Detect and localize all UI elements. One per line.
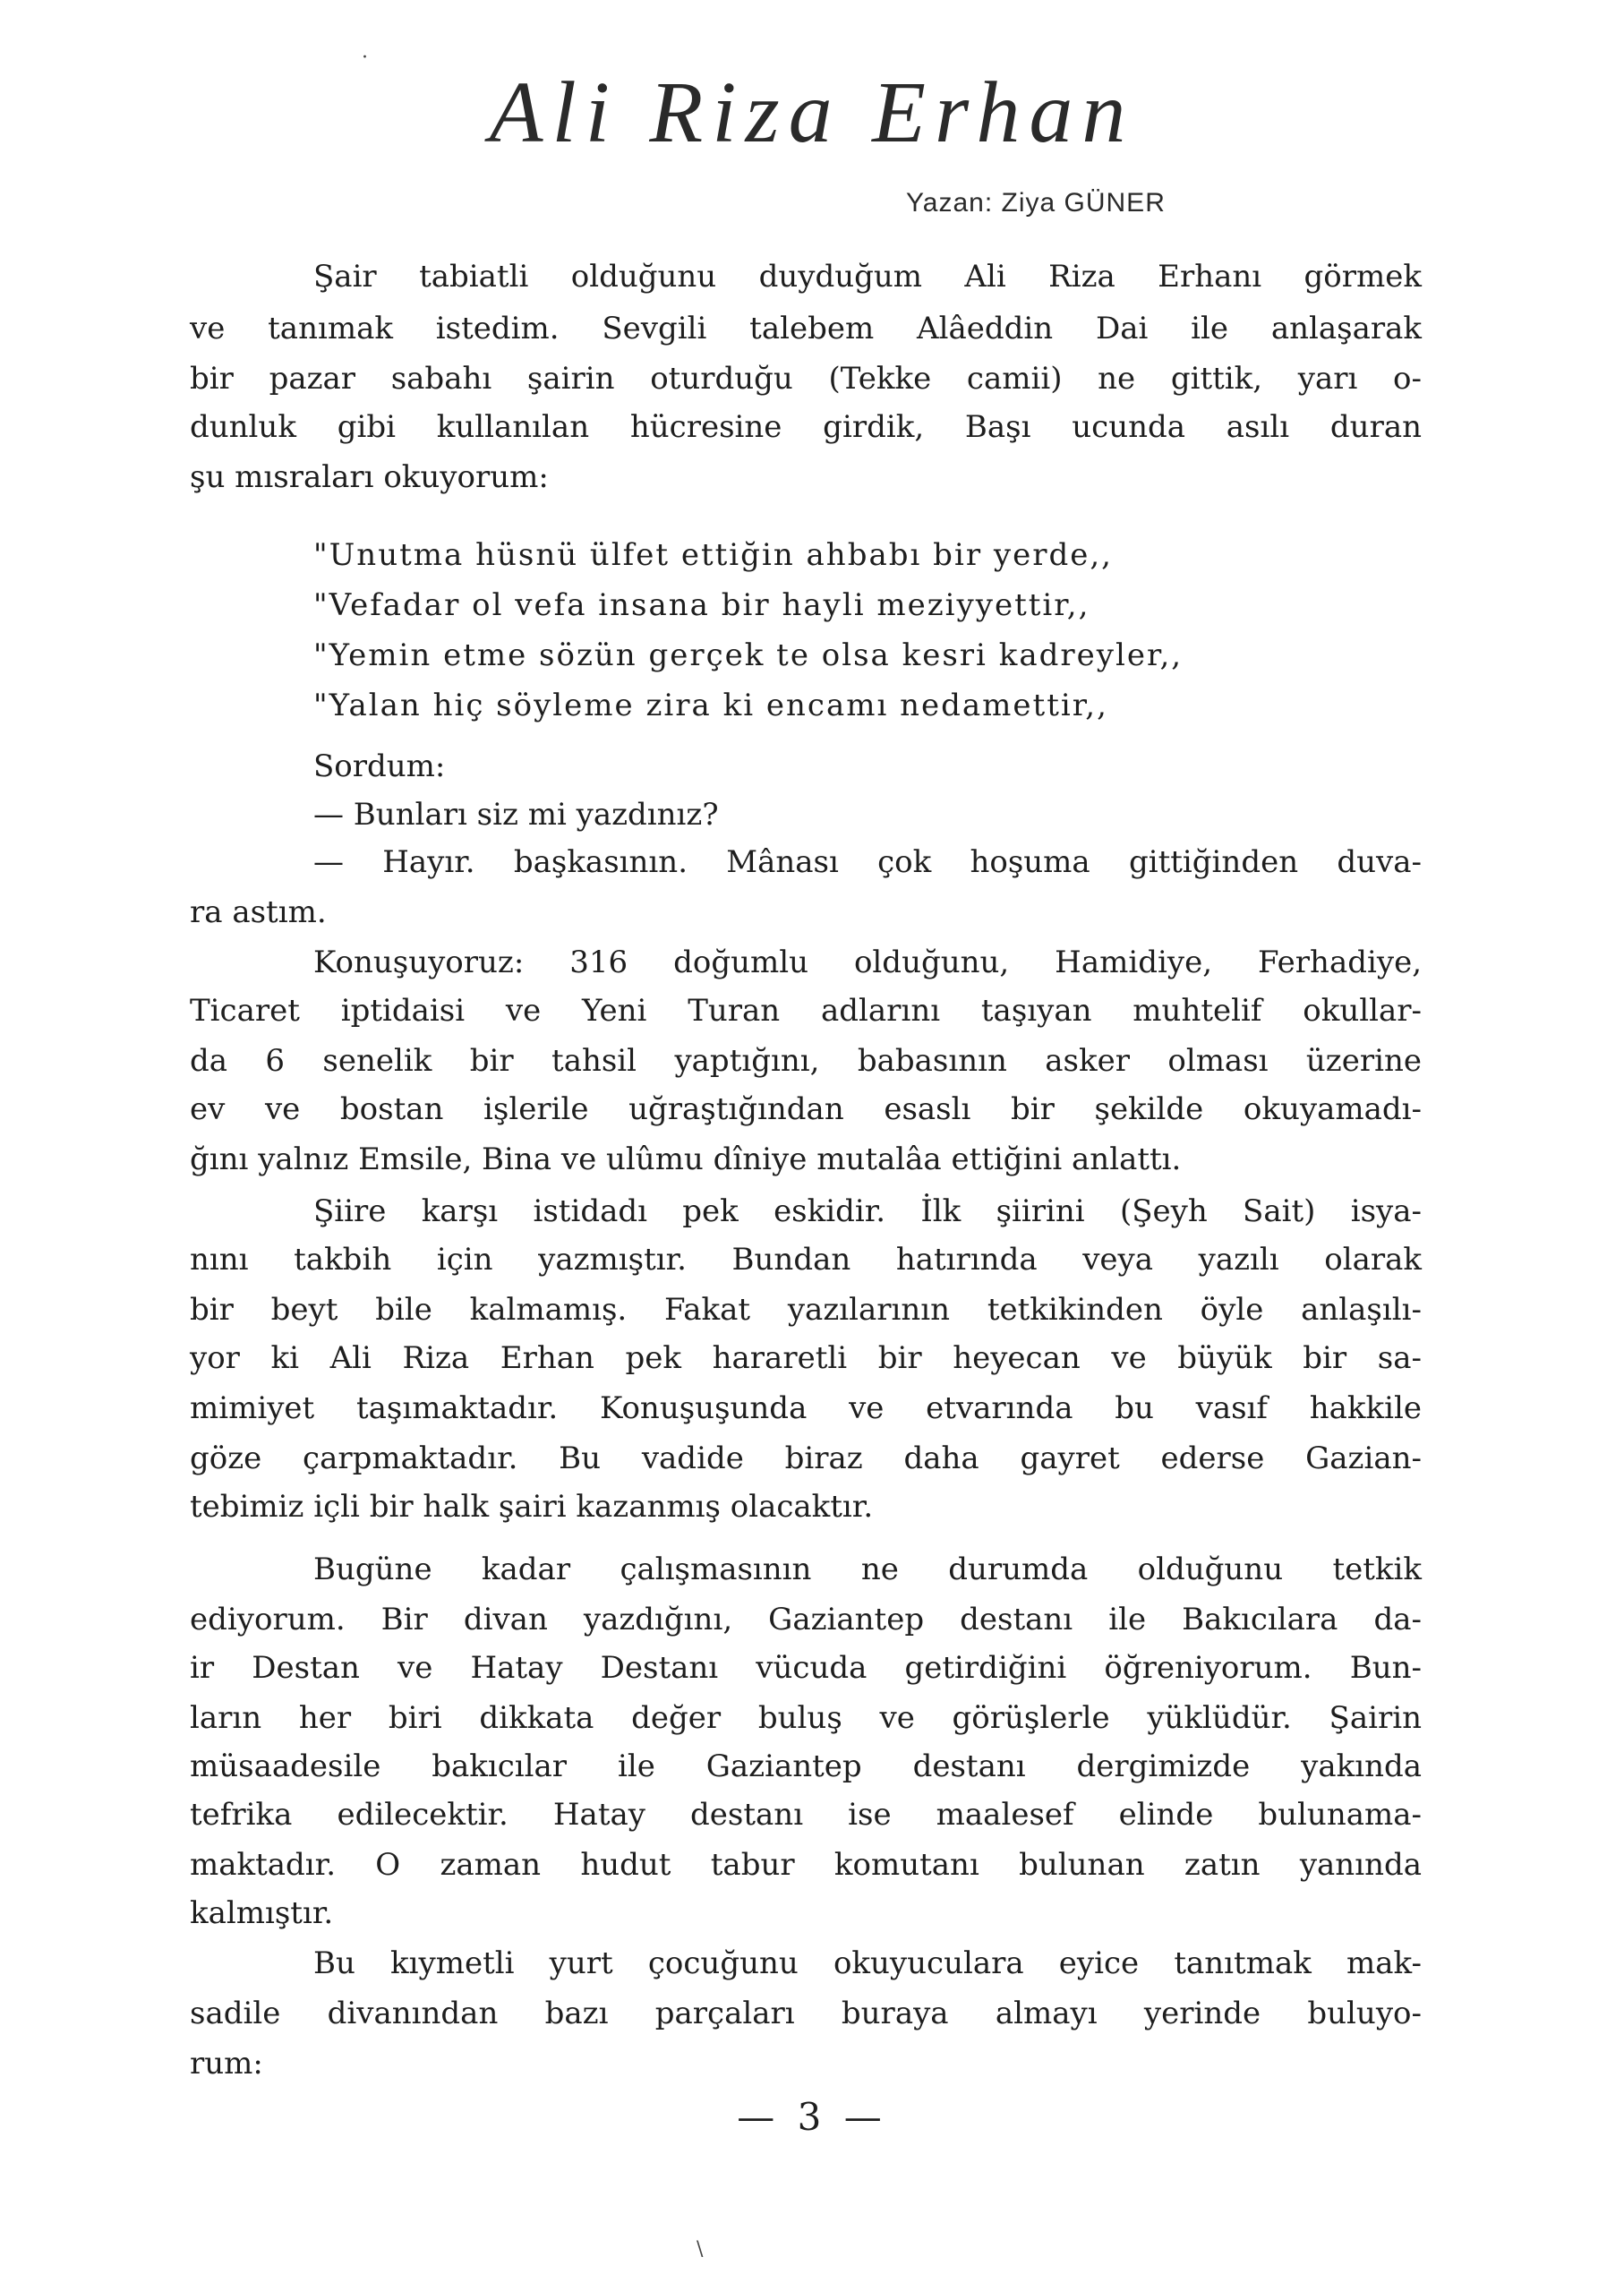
text-line: ediyorum. Bir divan yazdığını, Gaziantep destanı ile Bakıcılara da- (190, 1602, 1422, 1637)
article-title: Ali Riza Erhan (489, 64, 1135, 161)
text-line: rum: (190, 2046, 263, 2082)
text-line: da 6 senelik bir tahsil yaptığını, babasının asker olması üzerine (190, 1043, 1422, 1079)
author-byline: Yazan: Ziya GÜNER (906, 188, 1166, 218)
text-line: bir beyt bile kalmamış. Fakat yazılarının tetkikinden öyle anlaşılı- (190, 1292, 1422, 1328)
scan-dot: · (362, 47, 368, 69)
dialog-question: — Bunları siz mi yazdınız? (313, 797, 719, 833)
text-line: bir pazar sabahı şairin oturduğu (Tekke camii) ne gittik, yarı o- (190, 361, 1422, 397)
verse-line: "Yemin etme sözün gerçek te olsa kesri kadreyler,, (313, 637, 1184, 673)
text-line: dunluk gibi kullanılan hücresine girdik, Başı ucunda asılı duran (190, 409, 1422, 445)
text-line: ev ve bostan işlerile uğraştığından esaslı bir şekilde okuyamadı- (190, 1091, 1422, 1127)
text-line: ve tanımak istedim. Sevgili talebem Alâeddin Dai ile anlaşarak (190, 311, 1422, 346)
text-line: ların her biri dikkata değer buluş ve görüşlerle yüklüdür. Şairin (190, 1700, 1422, 1736)
text-line: mimiyet taşımaktadır. Konuşuşunda ve etvarında bu vasıf hakkile (190, 1390, 1422, 1426)
page-number: — 3 — (737, 2095, 887, 2139)
text-line: müsaadesile bakıcılar ile Gaziantep destanı dergimizde yakında (190, 1748, 1422, 1784)
text-line: tebimiz içli bir halk şairi kazanmış olacaktır. (190, 1489, 874, 1525)
text-line: maktadır. O zaman hudut tabur komutanı bulunan zatın yanında (190, 1847, 1422, 1883)
dialog-sordum: Sordum: (313, 748, 446, 784)
verse-line: "Vefadar ol vefa insana bir hayli meziyyettir,, (313, 587, 1090, 623)
text-line: tefrika edilecektir. Hatay destanı ise maalesef elinde bulunama- (190, 1797, 1422, 1833)
text-line: ir Destan ve Hatay Destanı vücuda getirdiğini öğreniyorum. Bun- (190, 1650, 1422, 1686)
dialog-answer: ra astım. (190, 894, 327, 930)
text-line: şu mısraları okuyorum: (190, 459, 549, 495)
text-line: Konuşuyoruz: 316 doğumlu olduğunu, Hamidiye, Ferhadiye, (313, 945, 1422, 980)
verse-line: "Unutma hüsnü ülfet ettiğin ahbabı bir yerde,, (313, 537, 1113, 573)
text-line: kalmıştır. (190, 1895, 334, 1931)
text-line: sadile divanından bazı parçaları buraya almayı yerinde buluyo- (190, 1996, 1422, 2031)
text-line: göze çarpmaktadır. Bu vadide biraz daha gayret ederse Gazian- (190, 1440, 1422, 1476)
text-line: ğını yalnız Emsile, Bina ve ulûmu dîniye mutalâa ettiğini anlattı. (190, 1141, 1182, 1177)
text-line: Bugüne kadar çalışmasının ne durumda olduğunu tetkik (313, 1552, 1422, 1587)
dialog-answer: — Hayır. başkasının. Mânası çok hoşuma gittiğinden duva- (313, 844, 1422, 880)
text-line: Ticaret iptidaisi ve Yeni Turan adlarını taşıyan muhtelif okullar- (190, 993, 1422, 1029)
text-line: nını takbih için yazmıştır. Bundan hatırında veya yazılı olarak (190, 1242, 1422, 1278)
text-line: Şiire karşı istidadı pek eskidir. İlk şiirini (Şeyh Sait) isya- (313, 1193, 1422, 1229)
text-line: Şair tabiatli olduğunu duyduğum Ali Riza Erhanı görmek (313, 259, 1422, 295)
text-line: yor ki Ali Riza Erhan pek hararetli bir heyecan ve büyük bir sa- (190, 1340, 1422, 1376)
text-line: Bu kıymetli yurt çocuğunu okuyuculara eyice tanıtmak mak- (313, 1945, 1422, 1981)
verse-line: "Yalan hiç söyleme zira ki encamı nedamettir,, (313, 688, 1108, 723)
scan-tick: \ (697, 2238, 704, 2261)
